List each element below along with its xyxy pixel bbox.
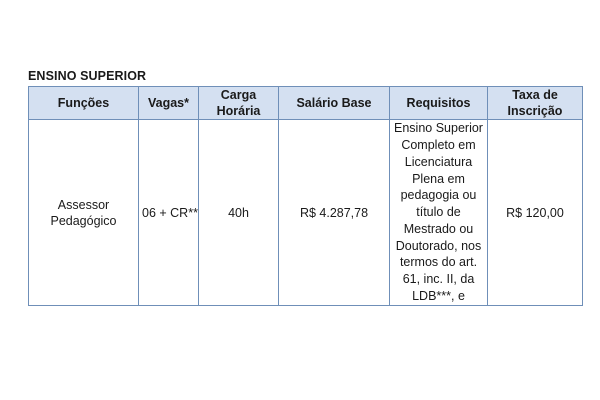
header-vagas: Vagas* — [139, 87, 199, 120]
cell-requisitos — [390, 120, 488, 306]
requisitos-line: 61, inc. II, da — [402, 272, 475, 287]
cell-taxa-inscricao: R$ 120,00 — [488, 120, 583, 306]
requisitos-line: título de — [416, 205, 461, 220]
header-carga-line2: Horária — [216, 104, 261, 118]
header-carga-line1: Carga — [220, 88, 257, 102]
requisitos-line: Ensino Superior — [394, 121, 483, 136]
table-header-row — [29, 87, 583, 120]
header-taxa-inscricao — [488, 87, 583, 120]
requisitos-line: Doutorado, nos — [395, 238, 482, 253]
cell-salario-base: R$ 4.287,78 — [279, 120, 390, 306]
cell-funcao — [29, 120, 139, 306]
funcao-line2: Pedagógico — [50, 213, 117, 228]
table-row — [29, 120, 583, 306]
header-funcoes: Funções — [29, 87, 139, 120]
cell-carga-horaria: 40h — [199, 120, 279, 306]
header-carga-horaria — [199, 87, 279, 120]
header-requisitos: Requisitos — [390, 87, 488, 120]
requisitos-line: Plena em — [412, 171, 465, 186]
requisitos-line: pedagogia ou — [400, 188, 477, 203]
header-salario-base: Salário Base — [279, 87, 390, 120]
requisitos-line: LDB***, e — [412, 289, 465, 304]
requisitos-line: termos do art. — [399, 255, 478, 270]
header-taxa-line2: Inscrição — [507, 104, 563, 118]
requisitos-line: Licenciatura — [404, 154, 473, 169]
requisitos-line: Completo em — [401, 137, 476, 152]
requisitos-line: Mestrado ou — [403, 221, 474, 236]
positions-table — [28, 86, 583, 306]
funcao-line1: Assessor — [57, 197, 110, 212]
section-title: ENSINO SUPERIOR — [28, 69, 147, 83]
cell-vagas: 06 + CR** — [139, 120, 199, 306]
header-taxa-line1: Taxa de — [512, 88, 558, 102]
